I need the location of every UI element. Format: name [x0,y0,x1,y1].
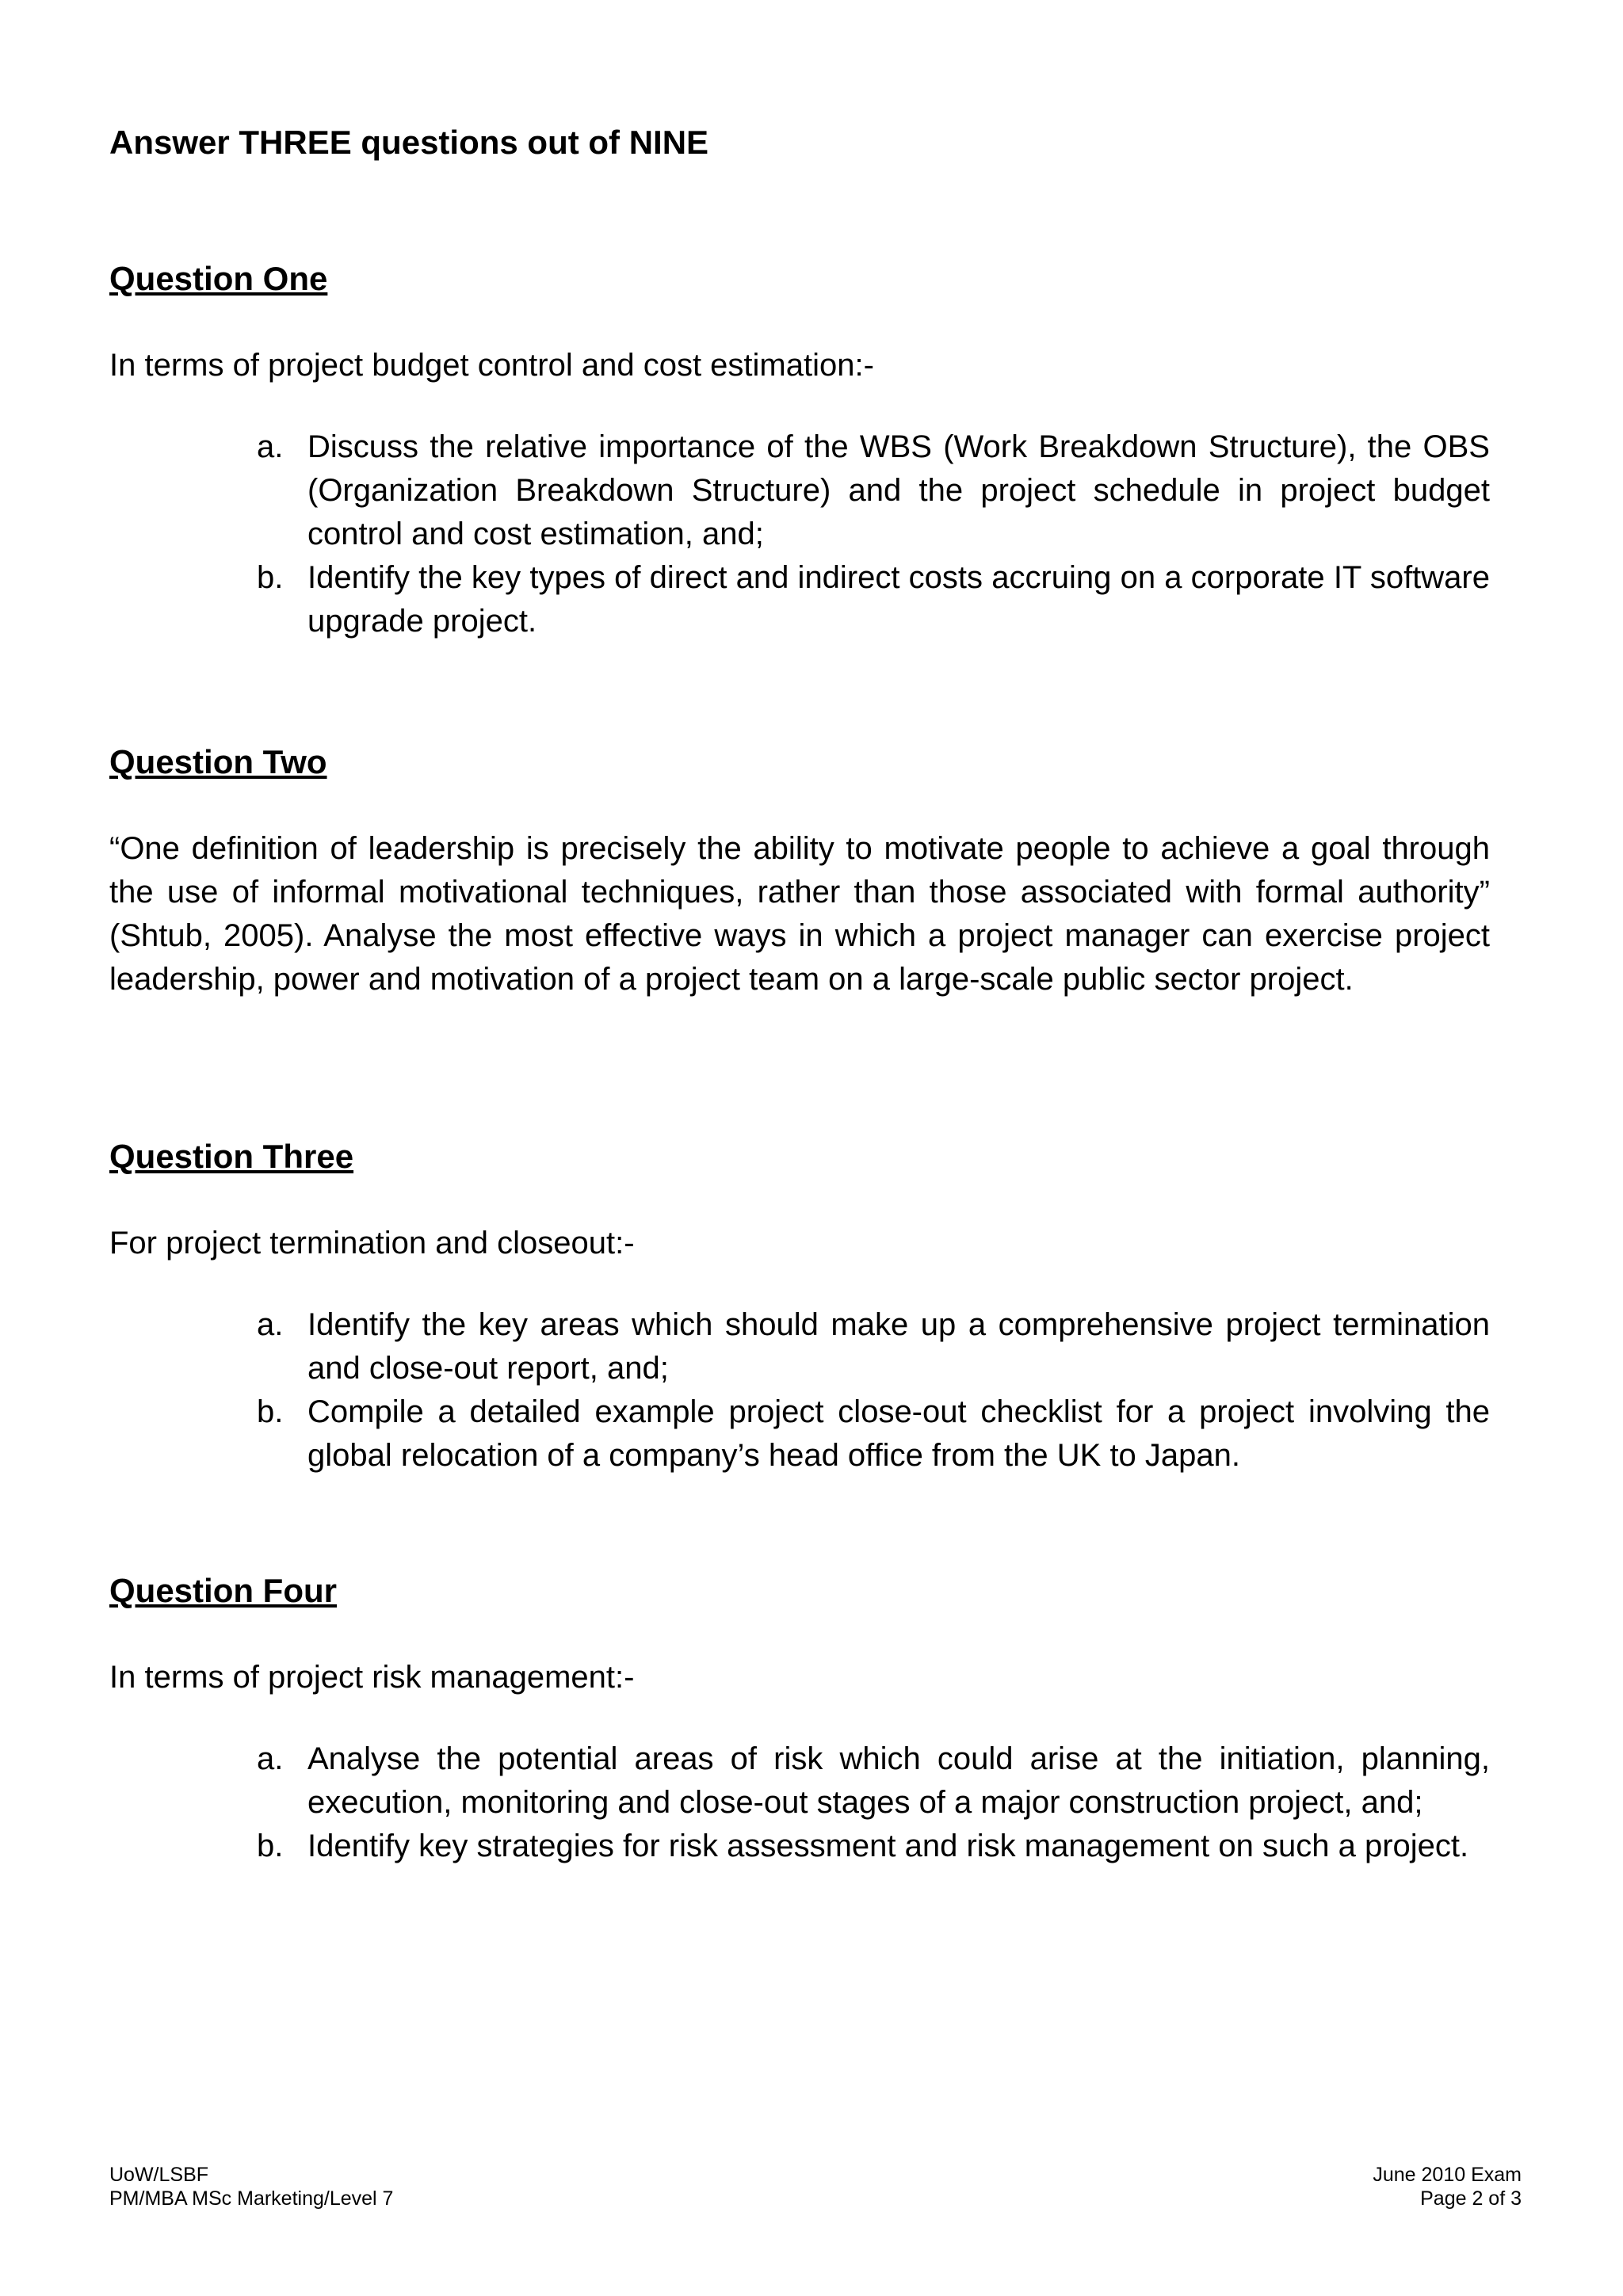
question-part [257,1390,1490,1478]
footer-left [109,2163,393,2210]
question-two [109,738,1490,1001]
question-heading: Question Two [109,743,327,780]
question-parts-list [109,425,1490,643]
question-intro: In terms of project risk management:- [109,1660,635,1695]
question-one [109,255,1490,643]
question-intro: In terms of project budget control and cost estimation:- [109,348,874,383]
question-heading: Question Four [109,1572,337,1609]
footer-institution: UoW/LSBF [109,2164,209,2186]
part-marker: a. [257,1307,284,1342]
question-heading: Question Three [109,1138,354,1175]
question-four [109,1567,1490,1868]
question-parts-list [109,1303,1490,1478]
question-heading: Question One [109,260,328,297]
part-marker: a. [257,1741,284,1776]
footer-exam-date: June 2010 Exam [1373,2164,1522,2186]
part-marker: b. [257,560,284,595]
question-intro: For project termination and closeout:- [109,1226,635,1261]
question-part [257,1303,1490,1390]
question-part [257,1825,1490,1868]
part-text: Analyse the potential areas of risk which could arise at the initiation, planning, execution, monitoring and close-out stages of a major construction project, and; [307,1741,1490,1820]
part-marker: b. [257,1394,284,1429]
part-marker: a. [257,429,284,464]
part-text: Identify the key types of direct and indirect costs accruing on a corporate IT software upgrade project. [307,560,1490,639]
footer-programme: PM/MBA MSc Marketing/Level 7 [109,2187,394,2210]
part-text: Discuss the relative importance of the WBS (Work Breakdown Structure), the OBS (Organization Breakdown Structure) and the project schedule in project budget control and cost estimation, and; [307,429,1490,551]
part-marker: b. [257,1829,284,1863]
part-text: Identify the key areas which should make up a comprehensive project termination and close-out report, and; [307,1307,1490,1386]
question-parts-list [109,1737,1490,1868]
part-text: Identify key strategies for risk assessment and risk management on such a project. [307,1829,1469,1863]
question-body: “One definition of leadership is precisely the ability to motivate people to achieve a goal through the use of informal motivational techniques, rather than those associated with formal authority” (Shtub, 2005). Analyse the most effective ways in which a project manager can exercise project leadership, power and motivation of a project team on a large-scale public sector project. [109,831,1490,997]
question-part [257,425,1490,556]
exam-instructions: Answer THREE questions out of NINE [109,124,709,161]
part-text: Compile a detailed example project close-out checklist for a project involving the global relocation of a company’s head office from the UK to Japan. [307,1394,1490,1473]
question-three [109,1133,1490,1478]
question-part [257,556,1490,643]
footer-right [1373,2163,1522,2210]
question-part [257,1737,1490,1825]
footer-page-number: Page 2 of 3 [1420,2187,1522,2210]
